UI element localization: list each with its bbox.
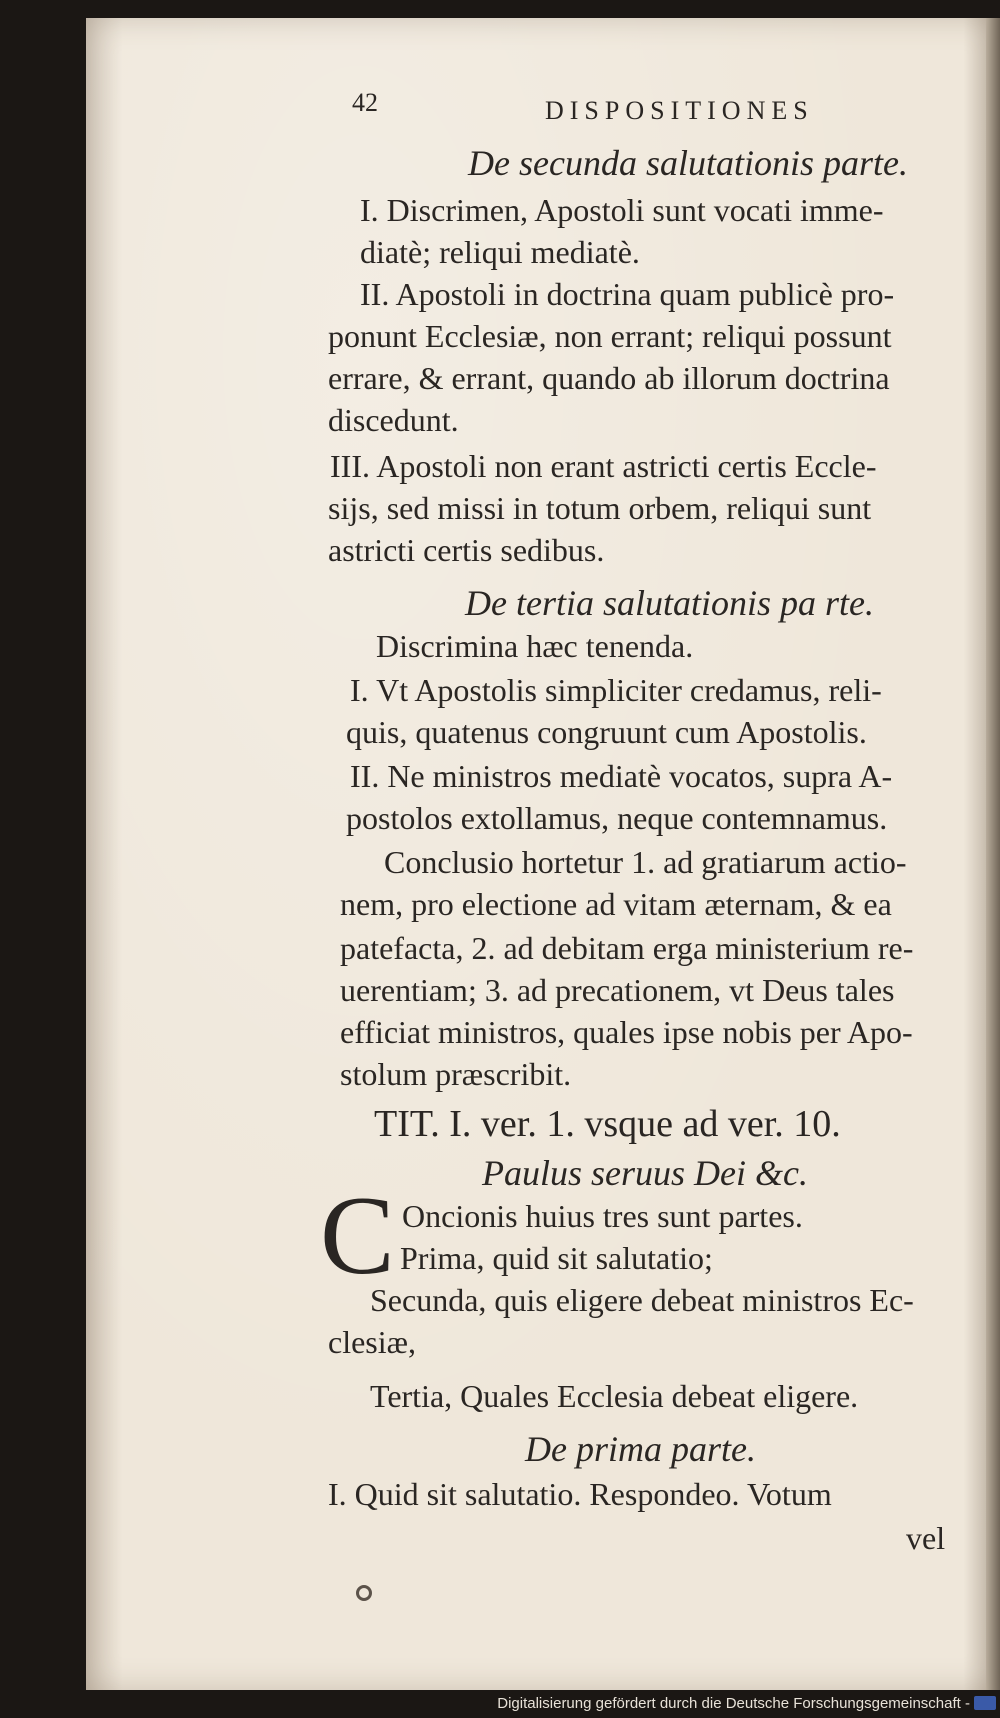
text-line: Conclusio hortetur 1. ad gratiarum actio- [384, 844, 907, 880]
text-line: Tertia, Quales Ecclesia debeat eligere. [370, 1378, 859, 1414]
text-line: Discrimina hæc tenenda. [376, 628, 694, 664]
text-line: quis, quatenus congruunt cum Apostolis. [346, 714, 867, 750]
text-line: Oncionis huius tres sunt partes. [402, 1198, 803, 1234]
text-line: I. Quid sit salutatio. Respondeo. Votum [328, 1476, 832, 1512]
text-line: Prima, quid sit salutatio; [400, 1240, 713, 1276]
text-line: Secunda, quis eligere debeat ministros Ec- [370, 1282, 914, 1318]
text-line-italic: Paulus seruus Dei &c. [482, 1153, 808, 1193]
text-line: clesiæ, [328, 1324, 416, 1360]
text-line: II. Apostoli in doctrina quam publicè pro- [360, 276, 895, 312]
page-number: 42 [352, 88, 378, 117]
text-line: I. Discrimen, Apostoli sunt vocati imme- [360, 192, 884, 228]
text-line: ponunt Ecclesiæ, non errant; reliqui possunt [328, 318, 892, 354]
section-heading: De secunda salutationis parte. [468, 143, 908, 183]
text-line: I. Vt Apostolis simpliciter credamus, reli- [350, 672, 882, 708]
text-line: patefacta, 2. ad debitam erga ministerium re- [340, 930, 914, 966]
text-line: uerentiam; 3. ad precationem, vt Deus tales [340, 972, 895, 1008]
text-line: astricti certis sedibus. [328, 532, 605, 568]
footer-text: Digitalisierung gefördert durch die Deutsche Forschungsgemeinschaft - [497, 1695, 970, 1712]
text-line: discedunt. [328, 402, 459, 438]
drop-cap: C [320, 1174, 395, 1298]
text-line: II. Ne ministros mediatè vocatos, supra A- [350, 758, 893, 794]
text-line: errare, & errant, quando ab illorum doctrina [328, 360, 890, 396]
text-line: sijs, sed missi in totum orbem, reliqui sunt [328, 490, 872, 526]
footer-bar [0, 1690, 1000, 1718]
catchword: vel [906, 1520, 946, 1556]
text-line: nem, pro electione ad vitam æternam, & ea [340, 886, 892, 922]
text-line: efficiat ministros, quales ipse nobis per Apo- [340, 1014, 913, 1050]
text-line: diatè; reliqui mediatè. [360, 234, 640, 270]
text-line: postolos extollamus, neque contemnamus. [346, 800, 888, 836]
text-line: III. Apostoli non erant astricti certis Eccle- [330, 448, 877, 484]
running-head: DISPOSITIONES [545, 96, 814, 125]
section-heading: De tertia salutationis pa rte. [465, 583, 874, 623]
section-heading: De prima parte. [525, 1429, 756, 1469]
page-edge [986, 18, 1000, 1690]
dfg-logo-icon [974, 1696, 996, 1710]
text-line: stolum præscribit. [340, 1056, 572, 1092]
title-line: TIT. I. ver. 1. vsque ad ver. 10. [374, 1103, 841, 1145]
ink-dot [356, 1585, 372, 1601]
